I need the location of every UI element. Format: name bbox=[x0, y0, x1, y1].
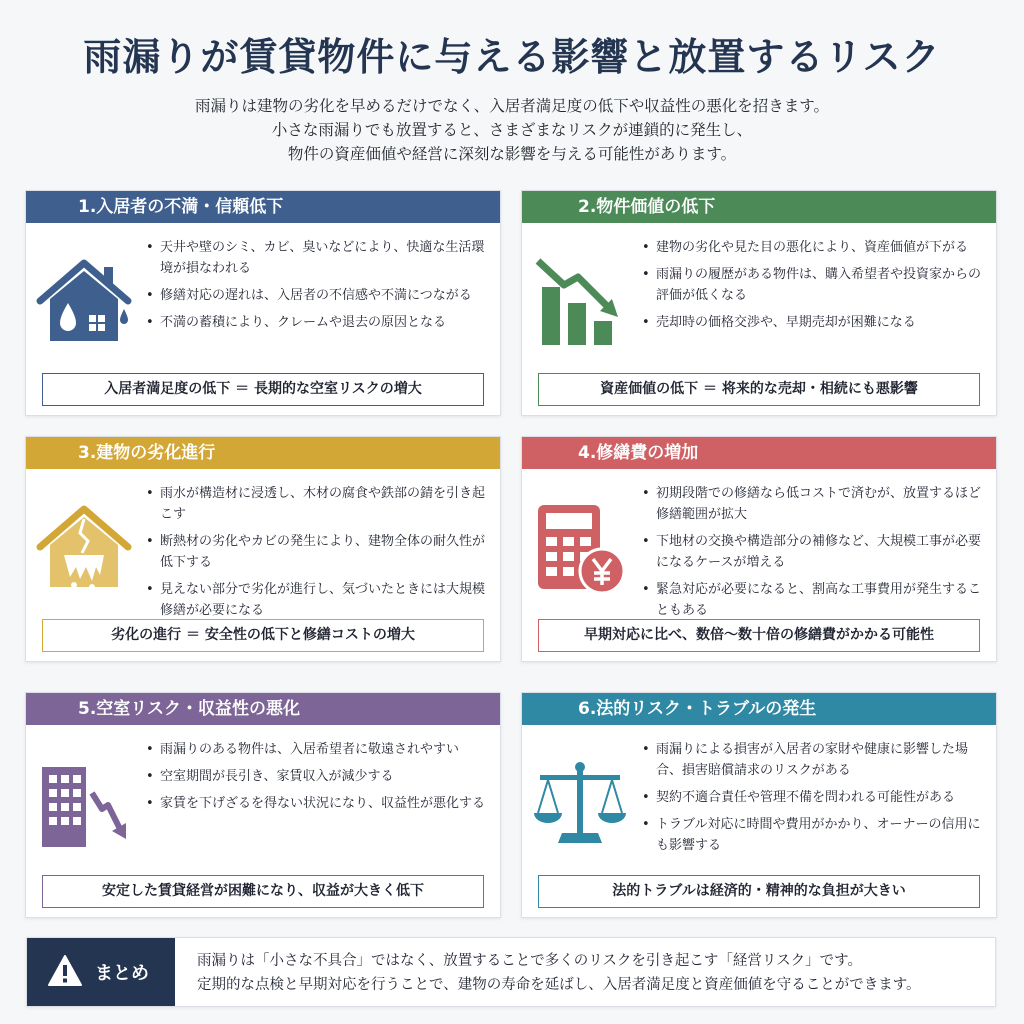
warning-icon bbox=[47, 954, 83, 988]
bullet-item: • 建物の劣化や見た目の悪化により、資産価値が下がる bbox=[642, 237, 992, 258]
risk-card-deterioration bbox=[25, 436, 501, 662]
intro-text bbox=[0, 94, 1024, 166]
card-summary: 法的トラブルは経済的・精神的な負担が大きい bbox=[538, 875, 980, 908]
card-summary: 早期対応に比べ、数倍〜数十倍の修繕費がかかる可能性 bbox=[538, 619, 980, 652]
card-heading: 4.修繕費の増加 bbox=[522, 437, 996, 469]
bullet-list bbox=[642, 237, 992, 339]
conclusion-text bbox=[197, 949, 921, 997]
card-summary: 入居者満足度の低下 ＝ 長期的な空室リスクの増大 bbox=[42, 373, 484, 406]
house-water-drops-icon bbox=[34, 251, 134, 351]
card-heading: 3.建物の劣化進行 bbox=[26, 437, 500, 469]
bullet-list bbox=[146, 483, 496, 627]
card-summary: 安定した賃貸経営が困難になり、収益が大きく低下 bbox=[42, 875, 484, 908]
scales-icon bbox=[530, 753, 630, 853]
declining-bar-chart-icon bbox=[530, 251, 630, 351]
conclusion-line: 定期的な点検と早期対応を行うことで、建物の寿命を延ばし、入居者満足度と資産価値を守ることができます。 bbox=[197, 977, 921, 993]
bullet-item: • 雨漏りのある物件は、入居希望者に敬遠されやすい bbox=[146, 739, 496, 760]
risk-card-repair-cost bbox=[521, 436, 997, 662]
bullet-item: • 緊急対応が必要になると、割高な工事費用が発生することもある bbox=[642, 579, 992, 621]
card-heading: 1.入居者の不満・信頼低下 bbox=[26, 191, 500, 223]
risk-card-vacancy bbox=[25, 692, 501, 918]
bullet-item: • トラブル対応に時間や費用がかかり、オーナーの信用にも影響する bbox=[642, 814, 992, 856]
bullet-item: • 雨漏りによる損害が入居者の家財や健康に影響した場合、損害賠償請求のリスクがある bbox=[642, 739, 992, 781]
card-summary: 資産価値の低下 ＝ 将来的な売却・相続にも悪影響 bbox=[538, 373, 980, 406]
conclusion-box bbox=[26, 937, 996, 1007]
bullet-list bbox=[146, 237, 496, 339]
risk-card-property-value bbox=[521, 190, 997, 416]
bullet-item: • 契約不適合責任や管理不備を問われる可能性がある bbox=[642, 787, 992, 808]
intro-line: 物件の資産価値や経営に深刻な影響を与える可能性があります。 bbox=[287, 145, 737, 163]
bullet-list bbox=[642, 739, 992, 862]
bullet-item: • 天井や壁のシミ、カビ、臭いなどにより、快適な生活環境が損なわれる bbox=[146, 237, 496, 279]
bullet-item: • 断熱材の劣化やカビの発生により、建物全体の耐久性が低下する bbox=[146, 531, 496, 573]
building-down-arrow-icon bbox=[34, 753, 134, 853]
bullet-item: • 雨水が構造材に浸透し、木材の腐食や鉄部の錆を引き起こす bbox=[146, 483, 496, 525]
intro-line: 雨漏りは建物の劣化を早めるだけでなく、入居者満足度の低下や収益性の悪化を招きます。 bbox=[195, 97, 829, 115]
bullet-list bbox=[642, 483, 992, 627]
risk-card-tenant-dissatisfaction bbox=[25, 190, 501, 416]
risk-card-legal bbox=[521, 692, 997, 918]
page-title: 雨漏りが賃貸物件に与える影響と放置するリスク bbox=[83, 35, 941, 79]
bullet-item: • 修繕対応の遅れは、入居者の不信感や不満につながる bbox=[146, 285, 496, 306]
conclusion-label-block bbox=[27, 938, 175, 1006]
bullet-item: • 家賃を下げざるを得ない状況になり、収益性が悪化する bbox=[146, 793, 496, 814]
bullet-item: • 空室期間が長引き、家賃収入が減少する bbox=[146, 766, 496, 787]
calculator-yen-icon bbox=[530, 497, 630, 597]
conclusion-label: まとめ bbox=[95, 963, 149, 984]
card-heading: 2.物件価値の低下 bbox=[522, 191, 996, 223]
card-heading: 5.空室リスク・収益性の悪化 bbox=[26, 693, 500, 725]
bullet-item: • 初期段階での修繕なら低コストで済むが、放置するほど修繕範囲が拡大 bbox=[642, 483, 992, 525]
damaged-house-icon bbox=[34, 497, 134, 597]
conclusion-line: 雨漏りは「小さな不具合」ではなく、放置することで多くのリスクを引き起こす「経営リスク」です。 bbox=[197, 953, 862, 969]
card-summary: 劣化の進行 ＝ 安全性の低下と修繕コストの増大 bbox=[42, 619, 484, 652]
bullet-list bbox=[146, 739, 496, 820]
bullet-item: • 見えない部分で劣化が進行し、気づいたときには大規模修繕が必要になる bbox=[146, 579, 496, 621]
bullet-item: • 売却時の価格交渉や、早期売却が困難になる bbox=[642, 312, 992, 333]
bullet-item: • 下地材の交換や構造部分の補修など、大規模工事が必要になるケースが増える bbox=[642, 531, 992, 573]
bullet-item: • 不満の蓄積により、クレームや退去の原因となる bbox=[146, 312, 496, 333]
bullet-item: • 雨漏りの履歴がある物件は、購入希望者や投資家からの評価が低くなる bbox=[642, 264, 992, 306]
intro-line: 小さな雨漏りでも放置すると、さまざまなリスクが連鎖的に発生し、 bbox=[271, 121, 753, 139]
card-heading: 6.法的リスク・トラブルの発生 bbox=[522, 693, 996, 725]
